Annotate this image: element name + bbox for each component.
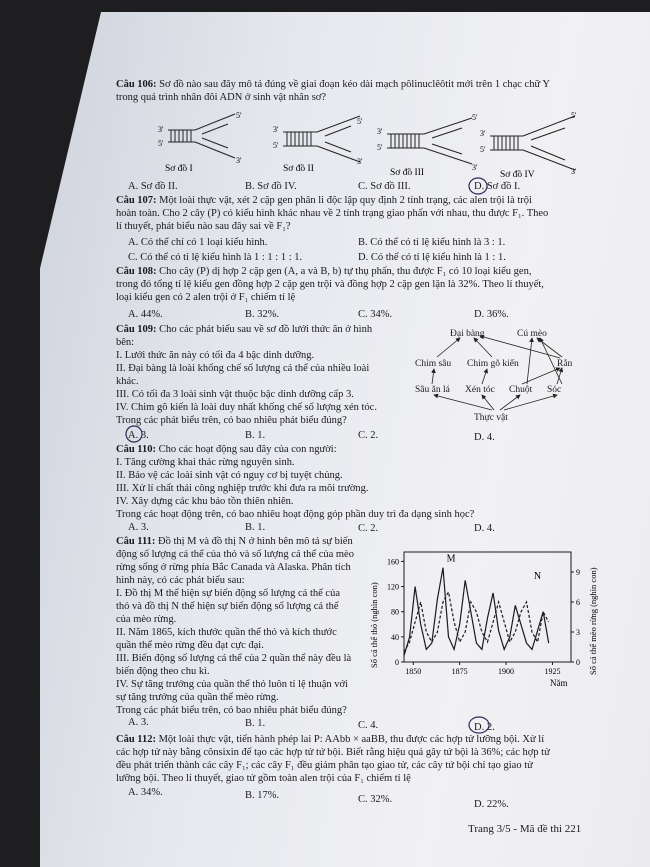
population-chart — [366, 540, 600, 690]
diagram-3 — [377, 113, 478, 178]
node-chuot: Chuột — [509, 385, 533, 395]
q112-option-a[interactable]: A. 34%. — [128, 787, 163, 798]
diagram-2 — [273, 116, 363, 174]
q109-statement-2b: khác. — [116, 376, 139, 387]
svg-text:3': 3' — [571, 167, 577, 176]
q112-option-b[interactable]: B. 17%. — [245, 790, 280, 801]
q112-option-d[interactable]: D. 22%. — [474, 799, 509, 810]
q109-line1: Câu 109: Cho các phát biểu sau về sơ đồ lưới thức ăn ở hình — [116, 324, 373, 335]
q109-option-a[interactable]: A. 3. — [128, 430, 149, 441]
svg-text:3': 3' — [236, 156, 242, 165]
y-right-tick-label: 6 — [576, 598, 580, 607]
food-web-diagram — [412, 322, 587, 427]
q111-statement-2b: quần thể mèo rừng đều đạt cực đại. — [116, 640, 264, 651]
q111-option-c[interactable]: C. 4. — [358, 720, 379, 731]
y-left-tick-label: 120 — [387, 582, 399, 592]
svg-text:5': 5' — [571, 111, 577, 120]
q109-statement-2a: II. Đại bàng là loài khống chế số lượng cá thể của nhiều loài — [116, 363, 370, 374]
y-axis-right-label: Số cá thể mèo rừng (nghìn con) — [588, 567, 598, 675]
q111-statement-1a: I. Đồ thị M thể hiện sự biến động số lượng cá thể của — [116, 588, 340, 599]
q111-statement-2a: II. Năm 1865, kích thước quần thể thỏ và kích thước — [116, 627, 337, 638]
svg-text:3': 3' — [377, 127, 383, 136]
node-sau-an-la: Sâu ăn lá — [415, 385, 450, 395]
q110-option-a[interactable]: A. 3. — [128, 522, 149, 533]
replication-fork-diagrams — [150, 108, 590, 180]
q112-line2: các hợp tử này bằng cônsixin để tạo các hợp tử tứ bội. Biết rằng hiệu quả gây tứ bội là 36%; các hợp tử — [116, 747, 550, 758]
svg-text:Sơ đồ IV: Sơ đồ IV — [500, 170, 535, 180]
q111-statement-4b: sự tăng trưởng của quần thể mèo rừng. — [116, 692, 279, 703]
q106-option-a[interactable]: A. Sơ đồ II. — [128, 181, 178, 192]
q111-line1: Câu 111: Đồ thị M và đồ thị N ở hình bên mô tả sự biến — [116, 536, 353, 547]
svg-text:Sơ đồ I: Sơ đồ I — [165, 164, 193, 174]
x-axis-label: Năm — [550, 678, 568, 688]
q109-statement-3: III. Có tối đa 3 loài sinh vật thuộc bậc dinh dưỡng cấp 3. — [116, 389, 354, 400]
q110-line1: Câu 110: Cho các hoạt động sau đây của con người: — [116, 444, 337, 455]
node-ran: Rắn — [557, 359, 573, 369]
svg-text:Sơ đồ II: Sơ đồ II — [283, 164, 314, 174]
node-xen-toc: Xén tóc — [465, 385, 495, 395]
svg-text:3': 3' — [357, 157, 363, 166]
svg-text:5': 5' — [357, 117, 363, 126]
q106-option-d[interactable]: D. Sơ đồ I. — [474, 181, 521, 192]
q107-option-a[interactable]: A. Có thể chỉ có 1 loại kiểu hình. — [128, 237, 268, 248]
q109-question: Trong các phát biểu trên, có bao nhiêu phát biểu đúng? — [116, 415, 347, 426]
q110-statement-1: I. Tăng cường khai thác rừng nguyên sinh. — [116, 457, 295, 468]
y-left-tick-label: 160 — [387, 557, 399, 567]
q108-line2: trong đó tổng tỉ lệ kiểu gen đồng hợp 2 cặp gen trội và đồng hợp 2 cặp gen lặn là 32%. Theo lí thuyết, — [116, 279, 544, 290]
x-tick-label: 1875 — [451, 667, 468, 676]
y-axis-left-label: Số cá thể thỏ (nghìn con) — [369, 582, 379, 668]
q111-line4: hình này, có các phát biểu sau: — [116, 575, 245, 586]
q107-line2: hoàn toàn. Cho 2 cây (P) có kiểu hình khác nhau về 2 tính trạng giao phấn với nhau, thu được F₁. Theo — [116, 208, 549, 219]
q110-option-c[interactable]: C. 2. — [358, 523, 379, 534]
q111-option-d[interactable]: D. 2. — [474, 722, 495, 733]
diagram-4 — [480, 111, 577, 180]
y-left-tick-label: 80 — [391, 607, 399, 617]
q111-statement-1b: thỏ và đồ thị N thể hiện sự biến động số lượng cá thể — [116, 601, 339, 612]
x-tick-label: 1850 — [405, 667, 422, 676]
node-soc: Sóc — [547, 385, 562, 395]
q111-statement-3a: III. Biến động số lượng cá thể của 2 quần thể này đều là — [116, 653, 352, 664]
q112-option-c[interactable]: C. 32%. — [358, 794, 393, 805]
annotation-N: N — [533, 571, 542, 582]
q106-option-c[interactable]: C. Sơ đồ III. — [358, 181, 411, 192]
q107-option-b[interactable]: B. Có thể có tỉ lệ kiểu hình là 3 : 1. — [358, 237, 506, 248]
svg-text:3': 3' — [472, 163, 478, 172]
q110-statement-3: III. Xử lí chất thải công nghiệp trước khi đưa ra môi trường. — [116, 483, 369, 494]
x-tick-label: 1925 — [544, 667, 561, 676]
q108-option-b[interactable]: B. 32%. — [245, 309, 280, 320]
svg-text:3': 3' — [158, 125, 164, 134]
y-right-tick-label: 3 — [576, 628, 580, 637]
svg-text:5': 5' — [377, 143, 383, 152]
q108-line1: Câu 108: Cho cây (P) dị hợp 2 cặp gen (A, a và B, b) tự thụ phấn, thu được F₁ có 10 loại kiểu gen, — [116, 266, 532, 277]
y-right-tick-label: 9 — [576, 568, 580, 577]
q106-line1: Câu 106: Sơ đồ nào sau đây mô tả đúng về giai đoạn kéo dài mạch pôlinuclêôtit mới trên 1 chạc chữ Y — [116, 79, 550, 90]
annotation-M: M — [446, 553, 456, 565]
answer-circle-mark — [123, 423, 145, 445]
q106-line2: trong quá trình nhân đôi ADN ở sinh vật nhân sơ? — [116, 92, 326, 103]
svg-text:5': 5' — [472, 113, 478, 122]
q110-option-b[interactable]: B. 1. — [245, 522, 266, 533]
node-dai-bang: Đại bàng — [450, 329, 485, 339]
q109-option-c[interactable]: C. 2. — [358, 430, 379, 441]
q111-statement-1c: của mèo rừng. — [116, 614, 177, 625]
page-footer: Trang 3/5 - Mã đề thi 221 — [468, 823, 582, 835]
q110-statement-2: II. Bảo vệ các loài sinh vật có nguy cơ bị tuyệt chủng. — [116, 470, 343, 481]
q108-option-c[interactable]: C. 34%. — [358, 309, 393, 320]
q111-line2: động số lượng cá thể của thỏ và số lượng cá thể của mèo — [116, 549, 354, 560]
q110-statement-4: IV. Xây dựng các khu bảo tồn thiên nhiên. — [116, 496, 294, 507]
q108-option-a[interactable]: A. 44%. — [128, 309, 163, 320]
q108-option-d[interactable]: D. 36%. — [474, 309, 509, 320]
svg-text:5': 5' — [480, 145, 486, 154]
q112-line1: Câu 112: Một loài thực vật, tiến hành phép lai P: AAbb × aaBB, thu được các hợp tử lưỡng bội. Xử lí — [116, 734, 545, 745]
q109-option-b[interactable]: B. 1. — [245, 430, 266, 441]
y-left-tick-label: 40 — [391, 632, 399, 642]
svg-text:5': 5' — [158, 139, 164, 148]
chart-ticks — [387, 557, 580, 676]
q111-line3: rừng sống ở rừng phía Bắc Canada và Alaska. Phân tích — [116, 562, 351, 573]
x-tick-label: 1900 — [498, 667, 515, 676]
svg-text:Sơ đồ III: Sơ đồ III — [390, 168, 425, 178]
node-cu-meo: Cú mèo — [517, 329, 547, 339]
svg-text:3': 3' — [273, 125, 279, 134]
q107-option-c[interactable]: C. Có thể có tỉ lệ kiểu hình là 1 : 1 : 1 : 1. — [128, 252, 303, 263]
y-left-tick-label: 0 — [395, 658, 399, 667]
q111-question: Trong các phát biểu trên, có bao nhiêu phát biểu đúng? — [116, 705, 347, 716]
svg-text:5': 5' — [236, 111, 242, 120]
node-thuc-vat: Thực vật — [474, 413, 508, 423]
q109-statement-4: IV. Chim gõ kiến là loài duy nhất khống chế số lượng xén tóc. — [116, 402, 377, 413]
diagram-1 — [158, 111, 242, 174]
svg-text:5': 5' — [273, 141, 279, 150]
q107-line3: lí thuyết, phát biểu nào sau đây sai về F₁? — [116, 221, 291, 232]
q111-option-b[interactable]: B. 1. — [245, 718, 266, 729]
q109-option-d[interactable]: D. 4. — [474, 432, 495, 443]
q111-statement-3b: biến động theo chu kì. — [116, 666, 210, 677]
q111-statement-4a: IV. Sự tăng trưởng của quần thể thỏ luôn tỉ lệ thuận với — [116, 679, 348, 690]
q108-line3: loại kiểu gen có 2 alen trội ở F₁ chiếm tỉ lệ — [116, 292, 296, 303]
q107-option-d[interactable]: D. Có thể có tỉ lệ kiểu hình là 1 : 1. — [358, 252, 506, 263]
q110-question: Trong các hoạt động trên, có bao nhiêu hoạt động góp phần duy trì đa dạng sinh học? — [116, 509, 475, 520]
q109-line2: bên: — [116, 337, 135, 348]
q111-option-a[interactable]: A. 3. — [128, 717, 149, 728]
node-chim-go-kien: Chim gõ kiến — [467, 359, 519, 369]
svg-text:3': 3' — [480, 129, 486, 138]
q106-option-b[interactable]: B. Sơ đồ IV. — [245, 181, 297, 192]
y-right-tick-label: 0 — [576, 658, 580, 667]
q112-line3: đều phát triển thành các cây F₁; các cây F₁ đều giảm phân tạo giao tử, các cây tứ bội chỉ tạo giao tử — [116, 760, 533, 771]
node-chim-sau: Chim sâu — [415, 359, 452, 369]
q110-option-d[interactable]: D. 4. — [474, 523, 495, 534]
q109-statement-1: I. Lưới thức ăn này có tối đa 4 bậc dinh dưỡng. — [116, 350, 315, 361]
q107-line1: Câu 107: Một loài thực vật, xét 2 cặp gen phân li độc lập quy định 2 tính trạng, các alen trội là trội — [116, 195, 532, 206]
q112-line4: lưỡng bội. Theo lí thuyết, giao tử gồm toàn alen trội của F₁ chiếm tỉ lệ — [116, 773, 411, 784]
